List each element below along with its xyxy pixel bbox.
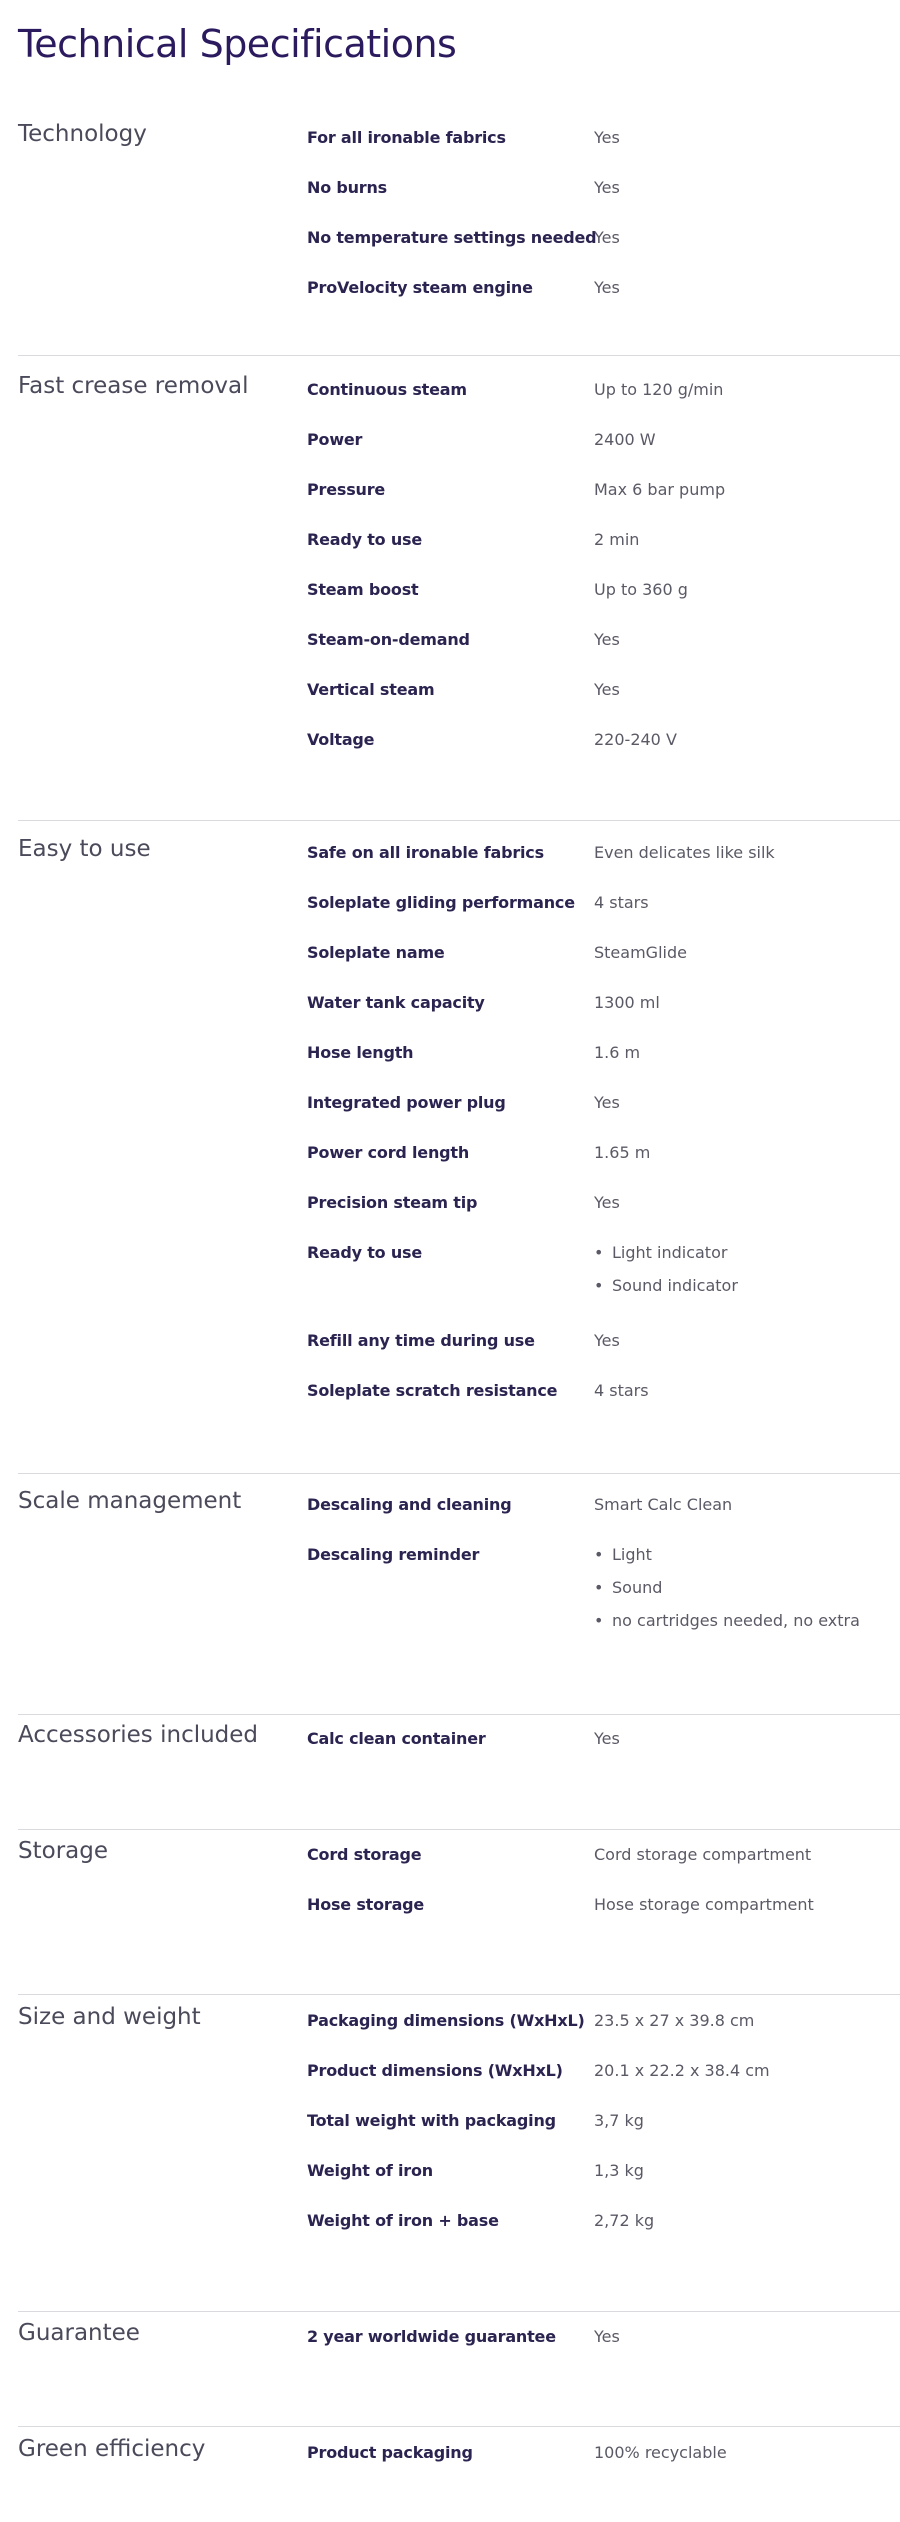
spec-value: Yes	[594, 2327, 620, 2346]
spec-value-text: Sound indicator	[612, 1276, 738, 1295]
section-title: Guarantee	[18, 2320, 140, 2346]
spec-value: 4 stars	[594, 893, 649, 912]
spec-value-item	[594, 1545, 860, 1578]
section-title: Scale management	[18, 1488, 242, 1514]
spec-row	[0, 1495, 900, 1525]
spec-value: Yes	[594, 680, 620, 699]
spec-row	[0, 1093, 900, 1123]
spec-value: Hose storage compartment	[594, 1895, 814, 1914]
spec-row	[0, 2011, 900, 2041]
spec-value-item	[594, 1276, 738, 1309]
spec-value-text: no cartridges needed, no extra	[612, 1611, 860, 1630]
section-title: Easy to use	[18, 836, 151, 862]
spec-label: Packaging dimensions (WxHxL)	[307, 2011, 585, 2030]
spec-label: 2 year worldwide guarantee	[307, 2327, 556, 2346]
section-divider	[18, 1473, 900, 1474]
spec-value: Yes	[594, 1729, 620, 1748]
spec-value: 1,3 kg	[594, 2161, 644, 2180]
spec-value: 2400 W	[594, 430, 656, 449]
bullet-icon: •	[594, 1611, 604, 1630]
spec-value: Cord storage compartment	[594, 1845, 812, 1864]
spec-row	[0, 228, 900, 258]
section-title: Storage	[18, 1838, 108, 1864]
bullet-icon: •	[594, 1578, 604, 1597]
spec-value-text: Sound	[612, 1578, 663, 1597]
spec-value: 1.6 m	[594, 1043, 641, 1062]
spec-row	[0, 178, 900, 208]
spec-label: Refill any time during use	[307, 1331, 535, 1350]
spec-value: Yes	[594, 128, 620, 147]
spec-value-list	[594, 1243, 738, 1309]
spec-row	[0, 1193, 900, 1223]
spec-value: 1300 ml	[594, 993, 660, 1012]
spec-value: Smart Calc Clean	[594, 1495, 733, 1514]
spec-row	[0, 2161, 900, 2191]
spec-label: Weight of iron	[307, 2161, 433, 2180]
spec-row	[0, 680, 900, 710]
spec-label: Hose length	[307, 1043, 414, 1062]
spec-row	[0, 430, 900, 460]
spec-label: Soleplate name	[307, 943, 445, 962]
bullet-icon: •	[594, 1545, 604, 1564]
section-divider	[18, 2311, 900, 2312]
spec-label: Cord storage	[307, 1845, 422, 1864]
spec-value: Yes	[594, 630, 620, 649]
spec-row	[0, 843, 900, 873]
section-title: Size and weight	[18, 2004, 201, 2030]
section-divider	[18, 820, 900, 821]
spec-row	[0, 943, 900, 973]
spec-label: Power	[307, 430, 363, 449]
spec-row	[0, 2111, 900, 2141]
spec-row	[0, 278, 900, 308]
spec-label: Power cord length	[307, 1143, 470, 1162]
spec-row	[0, 730, 900, 760]
spec-label: Steam boost	[307, 580, 419, 599]
spec-value: Even delicates like silk	[594, 843, 775, 862]
spec-label: Ready to use	[307, 1243, 422, 1262]
spec-value: 2 min	[594, 530, 640, 549]
spec-label: Soleplate scratch resistance	[307, 1381, 558, 1400]
spec-label: Water tank capacity	[307, 993, 485, 1012]
section-divider	[18, 2426, 900, 2427]
spec-value: SteamGlide	[594, 943, 687, 962]
spec-label: Safe on all ironable fabrics	[307, 843, 544, 862]
spec-value-item	[594, 1243, 738, 1276]
spec-row	[0, 2211, 900, 2241]
section-divider	[18, 1829, 900, 1830]
spec-value: Yes	[594, 1331, 620, 1350]
spec-row	[0, 1331, 900, 1361]
spec-label: Precision steam tip	[307, 1193, 478, 1212]
spec-value-text: Light indicator	[612, 1243, 728, 1262]
section-title: Accessories included	[18, 1722, 259, 1748]
page-title: Technical Specifications	[18, 22, 457, 66]
spec-row	[0, 993, 900, 1023]
spec-row	[0, 1895, 900, 1925]
spec-row	[0, 1729, 900, 1759]
spec-value-text: Light	[612, 1545, 652, 1564]
spec-value: Yes	[594, 228, 620, 247]
spec-label: Ready to use	[307, 530, 422, 549]
bullet-icon: •	[594, 1276, 604, 1295]
section-divider	[18, 1994, 900, 1995]
spec-label: Calc clean container	[307, 1729, 486, 1748]
spec-value: 220-240 V	[594, 730, 677, 749]
spec-label: No temperature settings needed	[307, 228, 597, 247]
spec-value-item	[594, 1578, 860, 1611]
bullet-icon: •	[594, 1243, 604, 1262]
spec-row	[0, 380, 900, 410]
spec-value: Max 6 bar pump	[594, 480, 726, 499]
spec-row	[0, 1845, 900, 1875]
spec-row	[0, 530, 900, 560]
spec-value: Yes	[594, 178, 620, 197]
spec-value-list	[594, 1545, 860, 1644]
spec-value: Yes	[594, 1193, 620, 1212]
spec-value: Yes	[594, 278, 620, 297]
spec-row	[0, 893, 900, 923]
spec-row	[0, 580, 900, 610]
spec-row	[0, 480, 900, 510]
spec-label: Descaling and cleaning	[307, 1495, 512, 1514]
spec-label: ProVelocity steam engine	[307, 278, 533, 297]
spec-label: Voltage	[307, 730, 375, 749]
spec-value: 4 stars	[594, 1381, 649, 1400]
spec-label: Vertical steam	[307, 680, 435, 699]
spec-value: Up to 360 g	[594, 580, 688, 599]
spec-row	[0, 630, 900, 660]
spec-row	[0, 1043, 900, 1073]
spec-label: Hose storage	[307, 1895, 425, 1914]
spec-label: Soleplate gliding performance	[307, 893, 575, 912]
spec-label: No burns	[307, 178, 388, 197]
section-divider	[18, 1714, 900, 1715]
spec-label: Weight of iron + base	[307, 2211, 499, 2230]
spec-label: Total weight with packaging	[307, 2111, 556, 2130]
spec-row	[0, 2327, 900, 2357]
spec-label: Product packaging	[307, 2443, 473, 2462]
spec-value: 3,7 kg	[594, 2111, 644, 2130]
spec-value: 100% recyclable	[594, 2443, 727, 2462]
spec-label: Product dimensions (WxHxL)	[307, 2061, 563, 2080]
spec-row	[0, 1381, 900, 1411]
spec-value: 1.65 m	[594, 1143, 651, 1162]
spec-value: 2,72 kg	[594, 2211, 655, 2230]
spec-row	[0, 128, 900, 158]
spec-row	[0, 2443, 900, 2473]
section-title: Fast crease removal	[18, 373, 249, 399]
spec-value: Yes	[594, 1093, 620, 1112]
spec-label: Pressure	[307, 480, 386, 499]
spec-value: Up to 120 g/min	[594, 380, 724, 399]
spec-row	[0, 1143, 900, 1173]
spec-value-item	[594, 1611, 860, 1644]
spec-label: Steam-on-demand	[307, 630, 470, 649]
section-title: Green efficiency	[18, 2436, 206, 2462]
spec-label: Continuous steam	[307, 380, 467, 399]
spec-value: 20.1 x 22.2 x 38.4 cm	[594, 2061, 770, 2080]
section-divider	[18, 355, 900, 356]
spec-row	[0, 1243, 900, 1295]
spec-label: For all ironable fabrics	[307, 128, 506, 147]
spec-value: 23.5 x 27 x 39.8 cm	[594, 2011, 755, 2030]
spec-row	[0, 2061, 900, 2091]
spec-label: Integrated power plug	[307, 1093, 506, 1112]
section-title: Technology	[18, 121, 147, 147]
spec-label: Descaling reminder	[307, 1545, 480, 1564]
spec-row	[0, 1545, 900, 1630]
